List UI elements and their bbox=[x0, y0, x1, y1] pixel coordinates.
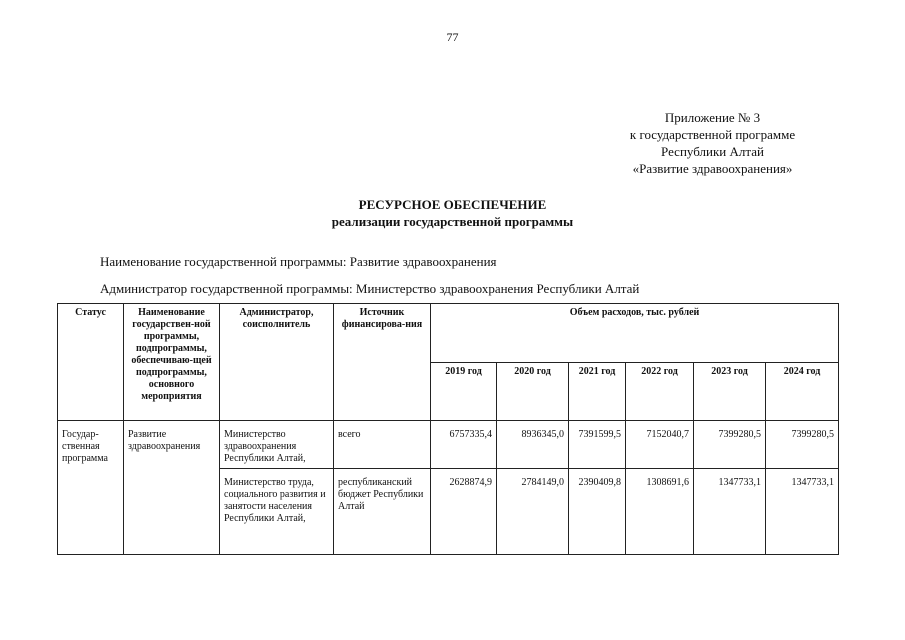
header-year: 2023 год bbox=[694, 362, 766, 421]
cell-funding-source: всего bbox=[334, 421, 431, 469]
header-status: Статус bbox=[58, 304, 124, 421]
header-expenses: Объем расходов, тыс. рублей bbox=[431, 304, 839, 363]
cell-value: 2390409,8 bbox=[569, 469, 626, 555]
cell-value: 6757335,4 bbox=[431, 421, 497, 469]
cell-funding-source: республиканский бюджет Республики Алтай bbox=[334, 469, 431, 555]
appendix-line-2: к государственной программе bbox=[629, 127, 796, 142]
header-program-name: Наименование государствен-ной программы, подпрограммы, обеспечиваю-щей подпрограммы, основного мероприятия bbox=[124, 304, 220, 421]
administrator-line: Администратор государственной программы: Министерство здравоохранения Республики Алтай bbox=[100, 281, 640, 296]
cell-value: 7391599,5 bbox=[569, 421, 626, 469]
cell-value: 2628874,9 bbox=[431, 469, 497, 555]
title-line-2: реализации государственной программы bbox=[331, 214, 574, 229]
cell-value: 1308691,6 bbox=[626, 469, 694, 555]
cell-value: 8936345,0 bbox=[497, 421, 569, 469]
header-year: 2020 год bbox=[497, 362, 569, 421]
cell-value: 1347733,1 bbox=[694, 469, 766, 555]
cell-administrator: Министерство труда, социального развития и занятости населения Республики Алтай, bbox=[220, 469, 334, 555]
document-title bbox=[0, 196, 905, 230]
cell-value: 1347733,1 bbox=[766, 469, 839, 555]
appendix-line-1: Приложение № 3 bbox=[664, 110, 761, 125]
header-year: 2024 год bbox=[766, 362, 839, 421]
resource-table bbox=[57, 303, 839, 555]
appendix-block bbox=[560, 109, 865, 177]
title-line-1: РЕСУРСНОЕ ОБЕСПЕЧЕНИЕ bbox=[358, 197, 547, 212]
header-administrator: Администратор, соисполнитель bbox=[220, 304, 334, 421]
program-name-line: Наименование государственной программы: Развитие здравоохранения bbox=[100, 254, 497, 269]
appendix-line-4: «Развитие здравоохранения» bbox=[632, 161, 793, 176]
cell-administrator: Министерство здравоохранения Республики Алтай, bbox=[220, 421, 334, 469]
cell-value: 7399280,5 bbox=[766, 421, 839, 469]
cell-value: 7399280,5 bbox=[694, 421, 766, 469]
header-funding-source: Источник финансирова-ния bbox=[334, 304, 431, 421]
header-year: 2021 год bbox=[569, 362, 626, 421]
cell-program-name: Развитие здравоохранения bbox=[124, 421, 220, 555]
cell-status: Государ-ственная программа bbox=[58, 421, 124, 555]
page-number: 77 bbox=[446, 30, 459, 44]
header-year: 2022 год bbox=[626, 362, 694, 421]
header-year: 2019 год bbox=[431, 362, 497, 421]
table-row bbox=[58, 421, 839, 469]
cell-value: 7152040,7 bbox=[626, 421, 694, 469]
cell-value: 2784149,0 bbox=[497, 469, 569, 555]
appendix-line-3: Республики Алтай bbox=[661, 144, 764, 159]
